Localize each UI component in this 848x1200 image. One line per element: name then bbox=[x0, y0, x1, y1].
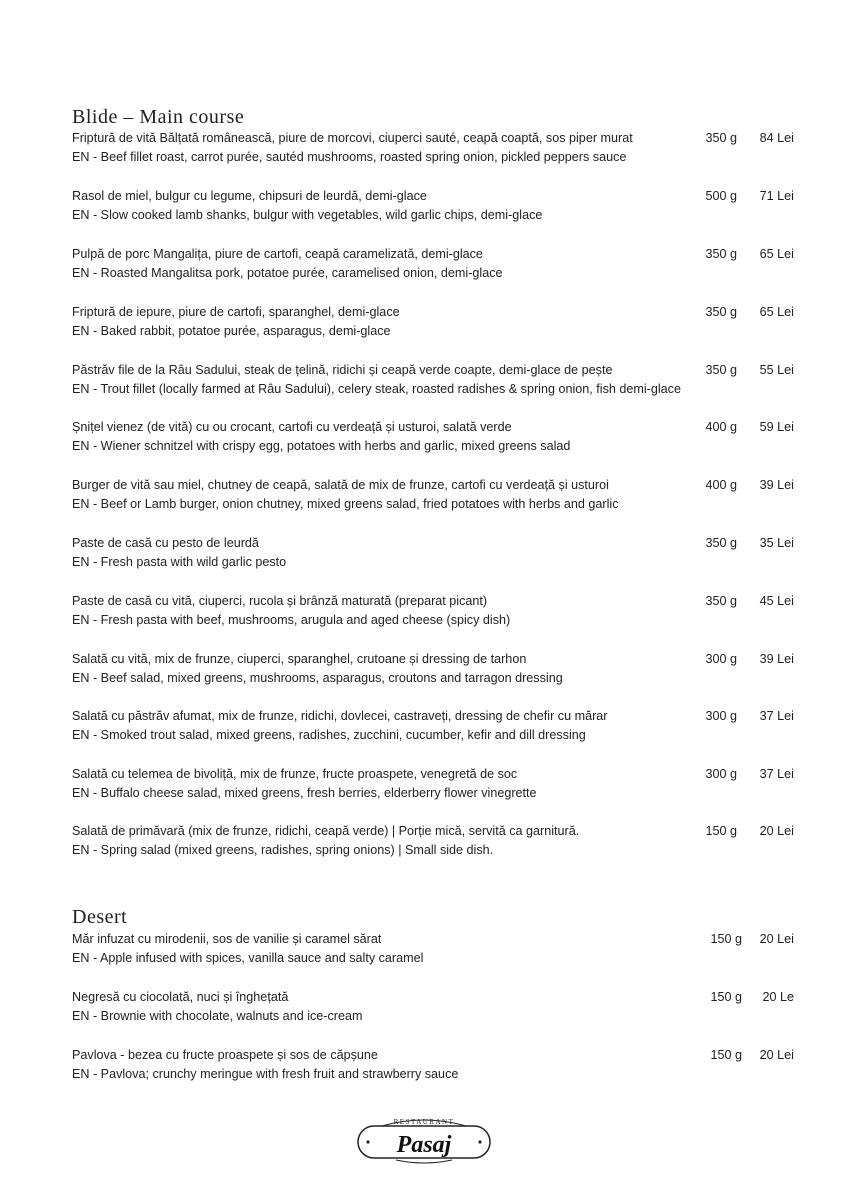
dish-weight: 350 g bbox=[705, 363, 737, 377]
dish-name-ro: Pulpă de porc Mangalița, piure de cartofi, ceapă caramelizată, demi-glace bbox=[72, 247, 483, 261]
dish-name-ro: Paste de casă cu pesto de leurdă bbox=[72, 536, 259, 550]
dish-name-en: EN - Fresh pasta with wild garlic pesto bbox=[72, 555, 287, 569]
dish-name-en: EN - Beef or Lamb burger, onion chutney, mixed greens salad, fried potatoes with herbs and garlic bbox=[72, 497, 619, 511]
dish-name-en: EN - Baked rabbit, potatoe purée, asparagus, demi-glace bbox=[72, 324, 391, 338]
dish-name-en: EN - Buffalo cheese salad, mixed greens, fresh berries, elderberry flower vinegrette bbox=[72, 786, 537, 800]
dish-price: 65 Lei bbox=[759, 247, 794, 261]
menu-item-apple bbox=[72, 930, 794, 970]
dish-price: 20 Lei bbox=[759, 932, 794, 946]
menu-item-brownie bbox=[72, 988, 794, 1028]
menu-item-mangalitsa-pork bbox=[72, 245, 794, 285]
dish-name-ro: Negresă cu ciocolată, nuci și înghețată bbox=[72, 990, 289, 1004]
menu-item-lamb-shanks bbox=[72, 187, 794, 227]
dish-weight: 150 g bbox=[705, 824, 737, 838]
svg-text:RESTAURANT: RESTAURANT bbox=[393, 1118, 455, 1126]
dish-name-en: EN - Beef fillet roast, carrot purée, sautéd mushrooms, roasted spring onion, pickled peppers sauce bbox=[72, 150, 627, 164]
dish-price: 39 Lei bbox=[759, 652, 794, 666]
menu-item-trout-fillet bbox=[72, 361, 794, 401]
dish-price: 45 Lei bbox=[759, 594, 794, 608]
dish-name-ro: Burger de vită sau miel, chutney de ceapă, salată de mix de frunze, cartofi cu verdeață și usturoi bbox=[72, 478, 609, 492]
dish-price: 20 Lei bbox=[759, 824, 794, 838]
dish-weight: 350 g bbox=[705, 594, 737, 608]
menu-item-beef-salad bbox=[72, 650, 794, 690]
dish-name-en: EN - Pavlova; crunchy meringue with fresh fruit and strawberry sauce bbox=[72, 1067, 459, 1081]
menu-item-pasta-beef bbox=[72, 592, 794, 632]
dish-weight: 400 g bbox=[705, 478, 737, 492]
dish-name-ro: Salată cu telemea de bivoliță, mix de frunze, fructe proaspete, venegretă de soc bbox=[72, 767, 518, 781]
dish-weight: 350 g bbox=[705, 247, 737, 261]
dish-weight: 300 g bbox=[705, 709, 737, 723]
dish-name-ro: Salată cu păstrăv afumat, mix de frunze, ridichi, dovlecei, castraveți, dressing de chefir cu mărar bbox=[72, 709, 608, 723]
dish-weight: 150 g bbox=[710, 1048, 742, 1062]
dish-name-en: EN - Brownie with chocolate, walnuts and ice-cream bbox=[72, 1009, 363, 1023]
menu-item-pavlova bbox=[72, 1046, 794, 1086]
menu-item-buffalo-cheese-salad bbox=[72, 765, 794, 805]
dish-weight: 350 g bbox=[705, 305, 737, 319]
dish-name-ro: Paste de casă cu vită, ciuperci, rucola și brânză maturată (preparat picant) bbox=[72, 594, 488, 608]
pasaj-logo-icon bbox=[352, 1112, 496, 1168]
dish-name-ro: Măr infuzat cu mirodenii, sos de vanilie și caramel sărat bbox=[72, 932, 382, 946]
svg-text:Pasaj: Pasaj bbox=[396, 1132, 452, 1158]
dish-price: 20 Le bbox=[762, 990, 794, 1004]
dish-name-ro: Păstrăv file de la Râu Sadului, steak de țelină, ridichi și ceapă verde coapte, demi-glace de pește bbox=[72, 363, 613, 377]
dish-price: 35 Lei bbox=[759, 536, 794, 550]
dish-weight: 300 g bbox=[705, 652, 737, 666]
dish-name-en: EN - Wiener schnitzel with crispy egg, potatoes with herbs and garlic, mixed greens salad bbox=[72, 439, 571, 453]
dish-name-en: EN - Apple infused with spices, vanilla sauce and salty caramel bbox=[72, 951, 424, 965]
main-course-title: Blide – Main course bbox=[72, 106, 245, 128]
dish-price: 59 Lei bbox=[759, 420, 794, 434]
menu-item-baked-rabbit bbox=[72, 303, 794, 343]
dish-price: 65 Lei bbox=[759, 305, 794, 319]
dish-name-ro: Rasol de miel, bulgur cu legume, chipsuri de leurdă, demi-glace bbox=[72, 189, 427, 203]
dish-name-ro: Friptură de vită Bălțată românească, piure de morcovi, ciuperci sauté, ceapă coaptă, sos piper murat bbox=[72, 131, 633, 145]
menu-item-burger bbox=[72, 476, 794, 516]
dish-name-ro: Salată de primăvară (mix de frunze, ridichi, ceapă verde) | Porție mică, servită ca garnitură. bbox=[72, 824, 580, 838]
dish-name-ro: Salată cu vită, mix de frunze, ciuperci, sparanghel, crutoane și dressing de tarhon bbox=[72, 652, 527, 666]
dish-price: 39 Lei bbox=[759, 478, 794, 492]
dish-weight: 500 g bbox=[705, 189, 737, 203]
dish-name-en: EN - Smoked trout salad, mixed greens, radishes, zucchini, cucumber, kefir and dill dressing bbox=[72, 728, 586, 742]
dish-price: 20 Lei bbox=[759, 1048, 794, 1062]
dish-weight: 400 g bbox=[705, 420, 737, 434]
dish-name-en: EN - Spring salad (mixed greens, radishes, spring onions) | Small side dish. bbox=[72, 843, 494, 857]
dish-weight: 150 g bbox=[710, 990, 742, 1004]
menu-item-trout-salad bbox=[72, 707, 794, 747]
restaurant-logo bbox=[352, 1112, 496, 1168]
menu-item-spring-salad bbox=[72, 822, 794, 862]
dish-name-ro: Pavlova - bezea cu fructe proaspete și sos de căpșune bbox=[72, 1048, 378, 1062]
dish-weight: 300 g bbox=[705, 767, 737, 781]
dish-price: 84 Lei bbox=[759, 131, 794, 145]
dish-name-ro: Șnițel vienez (de vită) cu ou crocant, cartofi cu verdeață și usturoi, salată verde bbox=[72, 420, 512, 434]
menu-item-wiener-schnitzel bbox=[72, 418, 794, 458]
dish-weight: 350 g bbox=[705, 536, 737, 550]
dish-price: 37 Lei bbox=[759, 767, 794, 781]
menu-item-beef-fillet bbox=[72, 129, 794, 169]
dish-name-en: EN - Beef salad, mixed greens, mushrooms, asparagus, croutons and tarragon dressing bbox=[72, 671, 563, 685]
dish-price: 71 Lei bbox=[759, 189, 794, 203]
menu-item-pasta-pesto bbox=[72, 534, 794, 574]
dish-weight: 150 g bbox=[710, 932, 742, 946]
desert-title: Desert bbox=[72, 906, 128, 928]
dish-name-en: EN - Trout fillet (locally farmed at Râu Sadului), celery steak, roasted radishes & spring onion, fish demi-glace bbox=[72, 382, 681, 396]
dish-price: 37 Lei bbox=[759, 709, 794, 723]
dish-price: 55 Lei bbox=[759, 363, 794, 377]
dish-name-en: EN - Fresh pasta with beef, mushrooms, arugula and aged cheese (spicy dish) bbox=[72, 613, 511, 627]
dish-weight: 350 g bbox=[705, 131, 737, 145]
dish-name-en: EN - Roasted Mangalitsa pork, potatoe purée, caramelised onion, demi-glace bbox=[72, 266, 503, 280]
dish-name-en: EN - Slow cooked lamb shanks, bulgur with vegetables, wild garlic chips, demi-glace bbox=[72, 208, 543, 222]
dish-name-ro: Friptură de iepure, piure de cartofi, sparanghel, demi-glace bbox=[72, 305, 400, 319]
